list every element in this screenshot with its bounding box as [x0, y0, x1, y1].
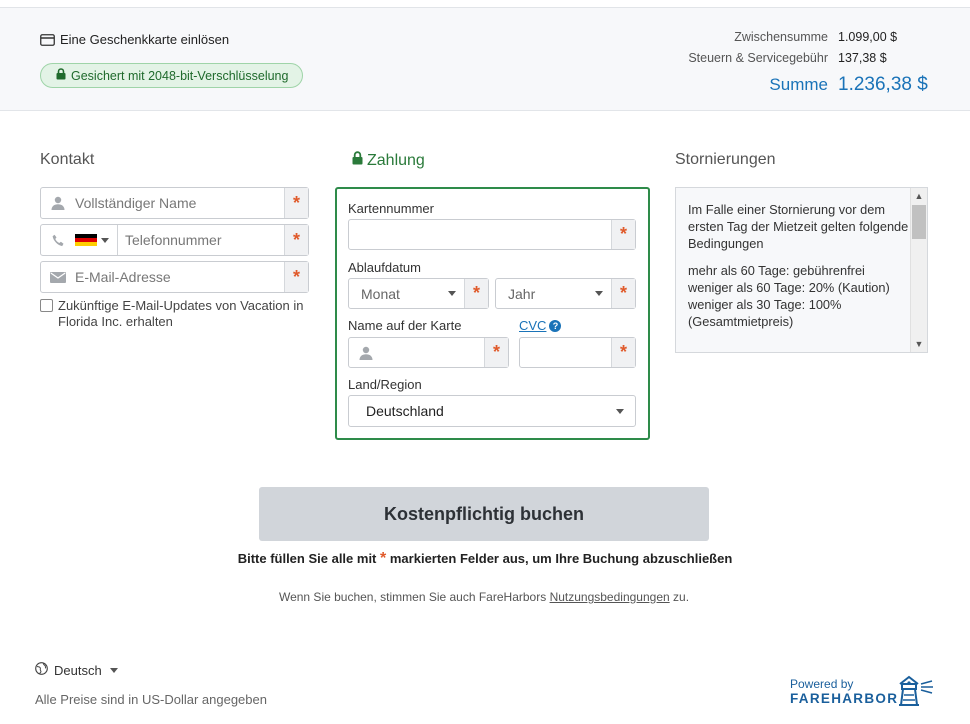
total-row	[688, 73, 928, 97]
mail-icon	[41, 272, 75, 283]
credit-card-icon	[40, 34, 55, 46]
chevron-down-icon	[448, 291, 456, 296]
terms-before: Wenn Sie buchen, stimmen Sie auch FareHarbors	[278, 590, 547, 604]
terms-after: zu.	[673, 590, 690, 604]
required-marker: *	[284, 225, 308, 255]
gift-card-link[interactable]	[40, 32, 229, 47]
expiry-month-select[interactable]	[348, 278, 489, 309]
tax-value: 137,38 $	[838, 50, 887, 65]
phone-icon	[41, 234, 75, 247]
required-marker: *	[284, 262, 308, 292]
required-marker: *	[464, 279, 488, 308]
required-marker: *	[484, 338, 508, 367]
required-marker: *	[611, 220, 635, 249]
newsletter-option[interactable]	[40, 298, 312, 330]
country-select[interactable]	[348, 395, 636, 427]
terms-link[interactable]: Nutzungsbedingungen	[549, 590, 670, 604]
card-number-input[interactable]	[348, 219, 636, 250]
payment-title-text: Zahlung	[367, 151, 425, 169]
cvc-input[interactable]	[519, 337, 636, 368]
expiry-label: Ablaufdatum	[348, 260, 421, 275]
required-fields-notice	[0, 550, 970, 568]
country-value: Deutschland	[366, 403, 444, 419]
fareharbor-brand[interactable]: FAREHARBOR	[790, 691, 899, 706]
user-icon	[41, 196, 75, 210]
cancellation-title: Stornierungen	[675, 151, 776, 168]
newsletter-checkbox[interactable]	[40, 299, 53, 312]
subtotal-label: Zwischensumme	[734, 29, 828, 44]
card-name-label: Name auf der Karte	[348, 318, 462, 333]
cancellation-text	[688, 201, 910, 340]
month-placeholder: Monat	[361, 285, 400, 302]
required-marker: *	[284, 188, 308, 218]
scrollbar-thumb[interactable]	[912, 205, 926, 239]
notice-before: Bitte füllen Sie alle mit	[237, 551, 377, 566]
total-value: 1.236,38 $	[838, 74, 928, 95]
language-selector[interactable]	[35, 662, 118, 678]
help-icon[interactable]: ?	[549, 320, 561, 332]
top-bar	[0, 0, 970, 8]
card-name-input[interactable]	[348, 337, 509, 368]
lock-icon	[352, 151, 363, 170]
phone-field[interactable]	[40, 224, 309, 256]
year-placeholder: Jahr	[508, 285, 536, 302]
cancellation-terms: mehr als 60 Tage: gebührenfrei weniger als 60 Tage: 20% (Kaution) weniger als 30 Tage: 100% (Gesamtmietpreis)	[688, 263, 890, 329]
scroll-down-icon[interactable]: ▼	[914, 339, 924, 349]
user-icon	[349, 346, 383, 360]
book-button[interactable]: Kostenpflichtig buchen	[259, 487, 709, 541]
chevron-down-icon	[595, 291, 603, 296]
secure-badge-text: Gesichert mit 2048-bit-Verschlüsselung	[71, 68, 289, 83]
chevron-down-icon	[616, 409, 624, 414]
gift-card-label[interactable]: Eine Geschenkkarte einlösen	[60, 32, 230, 47]
currency-note: Alle Preise sind in US-Dollar angegeben	[35, 692, 267, 707]
lighthouse-logo-icon[interactable]	[896, 675, 934, 712]
required-marker: *	[611, 279, 635, 308]
lock-icon	[56, 68, 66, 83]
subtotal-value: 1.099,00 $	[838, 29, 898, 44]
required-star: *	[380, 550, 387, 567]
name-placeholder: Vollständiger Name	[75, 195, 197, 211]
country-label: Land/Region	[348, 377, 422, 392]
terms-notice	[0, 590, 968, 604]
tax-row	[688, 47, 928, 68]
contact-title: Kontakt	[40, 151, 95, 168]
subtotal-row	[688, 26, 928, 47]
cancellation-intro: Im Falle einer Stornierung vor dem ersten Tag der Mietzeit gelten folgende Bedingungen	[688, 202, 909, 251]
email-field[interactable]	[40, 261, 309, 293]
tax-label: Steuern & Servicegebühr	[688, 50, 828, 65]
chevron-down-icon	[101, 238, 109, 243]
notice-after: markierten Felder aus, um Ihre Buchung abzuschließen	[389, 551, 733, 566]
cvc-link[interactable]: CVC	[519, 318, 547, 333]
email-placeholder: E-Mail-Adresse	[75, 269, 171, 285]
secure-badge	[40, 63, 303, 88]
order-summary-header	[0, 8, 970, 111]
expiry-year-select[interactable]	[495, 278, 636, 309]
germany-flag-icon	[75, 234, 97, 247]
powered-by-label[interactable]: Powered by	[790, 677, 854, 691]
cvc-label	[519, 318, 561, 333]
globe-icon	[35, 662, 48, 678]
scroll-up-icon[interactable]: ▲	[914, 191, 924, 201]
total-label: Summe	[769, 75, 828, 94]
payment-title	[352, 151, 425, 170]
chevron-down-icon	[110, 668, 118, 673]
name-field[interactable]	[40, 187, 309, 219]
card-number-label: Kartennummer	[348, 201, 434, 216]
scrollbar[interactable]	[910, 188, 927, 352]
cancellation-policy[interactable]	[675, 187, 928, 353]
totals	[688, 26, 928, 97]
country-code-selector[interactable]	[75, 225, 118, 255]
required-marker: *	[611, 338, 635, 367]
phone-placeholder: Telefonnummer	[125, 232, 222, 248]
language-label[interactable]: Deutsch	[54, 662, 102, 678]
newsletter-label: Zukünftige E-Mail-Updates von Vacation in Florida Inc. erhalten	[58, 298, 304, 329]
